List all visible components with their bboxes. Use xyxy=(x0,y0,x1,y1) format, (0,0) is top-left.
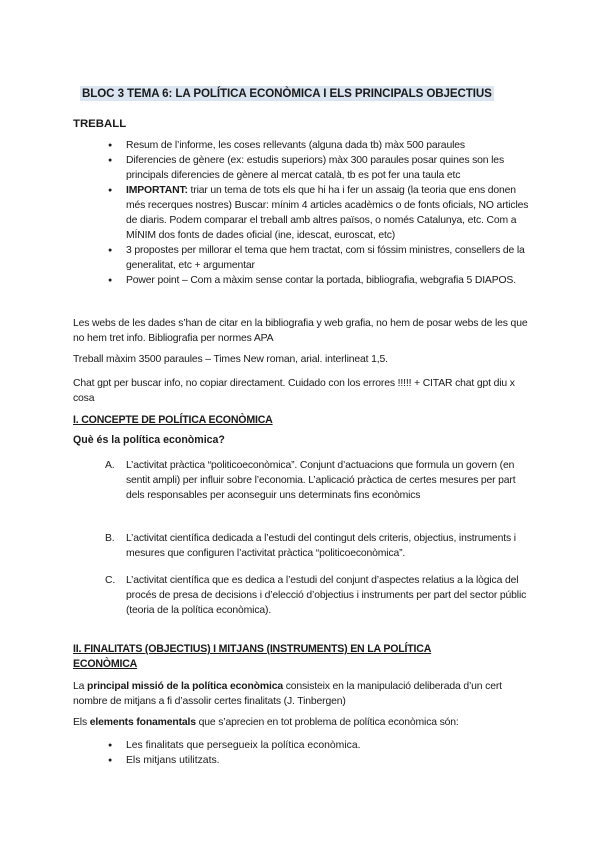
treball-note-length: Treball màxim 3500 paraules – Times New roman, arial. interlineat 1,5. xyxy=(73,354,388,365)
treball-list xyxy=(105,138,530,288)
list-item: ● IMPORTANT: triar un tema de tots els que hi ha i fer un assaig (la teoria que ens donen més recerques nostres) Buscar: mínim 4 articles acadèmics o de fonts oficials, NO articles de diaris. Podem comparar el treball amb altres països, o només Catalunya, etc. Com a MÍNIM dos fonts de dades oficial (ine, idescat, euroscat, etc) xyxy=(105,183,530,243)
list-item: ● Resum de l’informe, les coses rellevants (alguna dada tb) màx 500 paraules xyxy=(105,138,530,153)
list-item: ● Diferencies de gènere (ex: estudis superiors) màx 300 paraules posar quines son les principals diferencies de gènere al mercat català, tb es pot fer una taula etc xyxy=(105,153,530,183)
section1-item-c: C. L’activitat científica que es dedica a l’estudi del conjunt d’aspectes relatius a la lògica del procés de presa de decisions i d’elecció d’objectius i instruments per part del sector públic (teoria de la política econòmica). xyxy=(105,575,527,616)
document-title: BLOC 3 TEMA 6: LA POLÍTICA ECONÒMICA I ELS PRINCIPALS OBJECTIUS xyxy=(82,87,492,100)
section1-item-b: B. L’activitat científica dedicada a l’estudi del contingut dels criteris, objectius, instruments i mesures que configuren l’activitat pràctica “politicoeconòmica”. xyxy=(105,533,516,559)
treball-heading: TREBALL xyxy=(73,118,127,130)
section1-heading: I. CONCEPTE DE POLÍTICA ECONÒMICA xyxy=(73,414,273,426)
list-item: ● Els mitjans utilitzats. xyxy=(105,753,530,768)
list-item: ● Les finalitats que persegueix la política econòmica. xyxy=(105,738,530,753)
section2-list xyxy=(105,738,530,768)
list-item: ● Power point – Com a màxim sense contar la portada, bibliografia, webgrafia 5 DIAPOS. xyxy=(105,273,530,288)
section2-para-mission: La principal missió de la política econòmica consisteix en la manipulació deliberada d’un cert nombre de mitjans a fi d’assolir certes finalitats (J. Tinbergen) xyxy=(73,681,502,707)
section2-heading: II. FINALITATS (OBJECTIUS) I MITJANS (INSTRUMENTS) EN LA POLÍTICA ECONÒMICA xyxy=(73,643,432,670)
list-item: ● 3 propostes per millorar el tema que hem tractat, com si fóssim ministres, consellers de la generalitat, etc + argumentar xyxy=(105,243,530,273)
treball-note-chatgpt: Chat gpt per buscar info, no copiar directament. Cuidado con los errores !!!!! + CITAR chat gpt diu x cosa xyxy=(73,378,515,404)
treball-note-sources: Les webs de les dades s’han de citar en la bibliografia y web grafia, no hem de posar webs de les que no hem tret info. Bibliografia per normes APA xyxy=(73,318,528,344)
section1-question: Què és la política econòmica? xyxy=(73,434,225,446)
section1-item-a: A. L’activitat pràctica “politicoeconòmica”. Conjunt d’actuacions que formula un govern (en sentit ampli) per influir sobre l’economia. L’aplicació pràctica de certes mesures per part dels responsables per aconseguir uns determinats fins econòmics xyxy=(105,460,516,501)
section2-para-elements: Els elements fonamentals que s’aprecien en tot problema de política econòmica són: xyxy=(73,717,459,728)
